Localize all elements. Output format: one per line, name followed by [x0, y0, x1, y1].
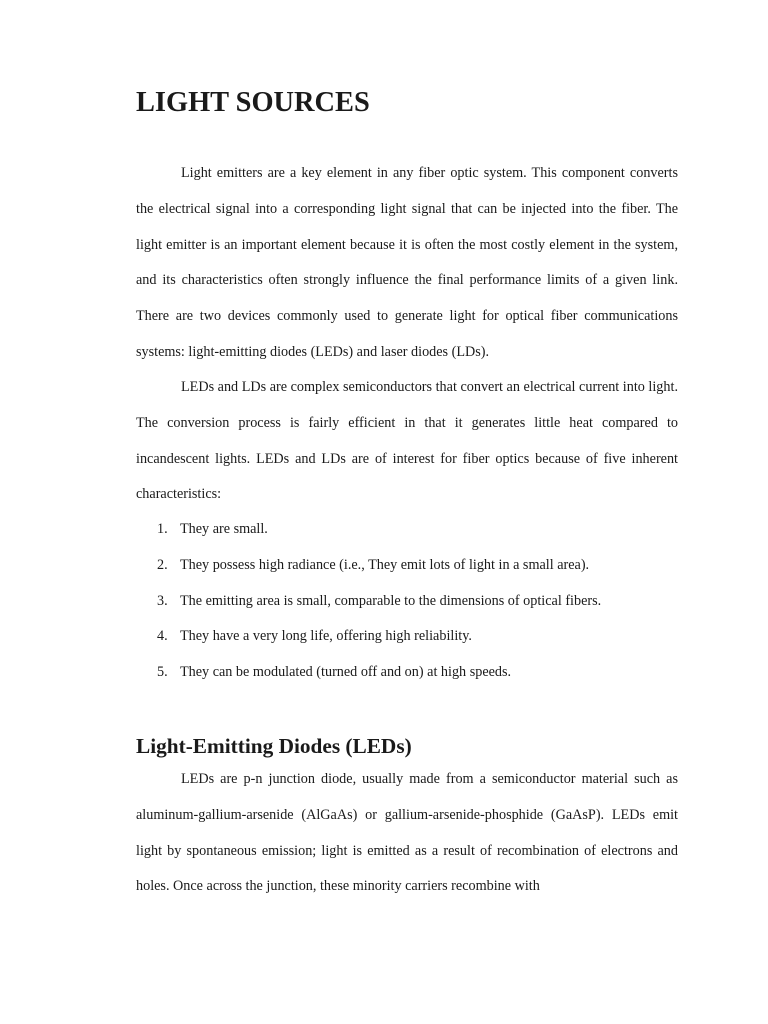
- page-title: LIGHT SOURCES: [136, 87, 370, 118]
- characteristics-paragraph: LEDs and LDs are complex semiconductors that convert an electrical current into light. The conversion process is fairly efficient in that it generates little heat compared to incandescent lights. LEDs and LDs are of interest for fiber optics because of five inherent characteristics:: [136, 379, 678, 503]
- list-item: [157, 584, 677, 620]
- list-item-number: 4.: [157, 628, 168, 645]
- list-item: [157, 512, 677, 548]
- list-item-number: 3.: [157, 592, 168, 609]
- list-item-text: They possess high radiance (i.e., They emit lots of light in a small area).: [180, 556, 590, 573]
- list-item-text: They have a very long life, offering high reliability.: [180, 628, 472, 645]
- list-item-number: 5.: [157, 664, 168, 681]
- list-item-text: The emitting area is small, comparable to the dimensions of optical fibers.: [180, 592, 602, 609]
- led-paragraph: LEDs are p-n junction diode, usually made from a semiconductor material such as aluminum-gallium-arsenide (AlGaAs) or gallium-arsenide-phosphide (GaAsP). LEDs emit light by spontaneous emission; light is emitted as a result of recombination of electrons and holes. Once across the junction, these minority carriers recombine with: [136, 771, 678, 895]
- list-item: [157, 619, 677, 655]
- list-item: [157, 548, 677, 584]
- list-item-number: 2.: [157, 556, 168, 573]
- list-item-number: 1.: [157, 521, 168, 537]
- list-item: [157, 655, 677, 691]
- characteristics-list: [157, 512, 677, 691]
- list-item-text: They can be modulated (turned off and on) at high speeds.: [180, 664, 512, 681]
- intro-paragraph: Light emitters are a key element in any fiber optic system. This component converts the electrical signal into a corresponding light signal that can be injected into the fiber. The light emitter is an important element because it is often the most costly element in the system, and its characteristics often strongly influence the final performance limits of a given link. There are two devices commonly used to generate light for optical fiber communications systems: light-emitting diodes (LEDs) and laser diodes (LDs).: [136, 165, 678, 360]
- section-heading: Light-Emitting Diodes (LEDs): [136, 734, 412, 758]
- list-item-text: They are small.: [180, 521, 268, 537]
